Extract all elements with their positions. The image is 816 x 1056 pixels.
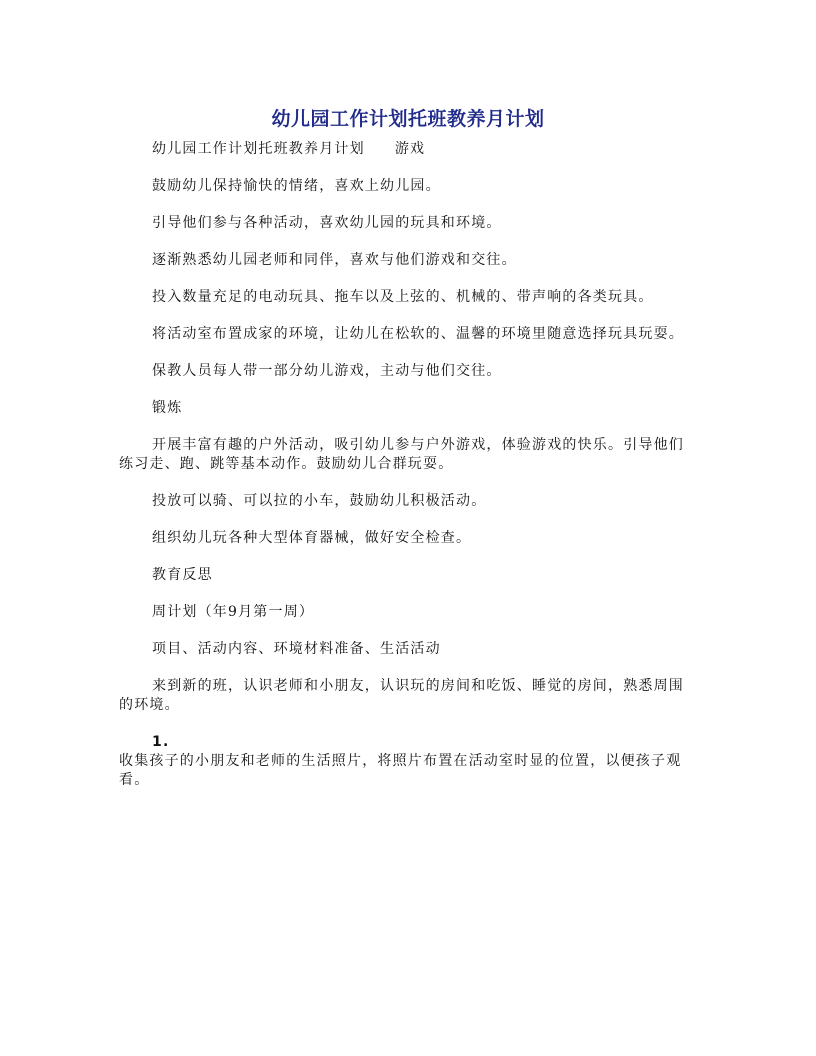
list-number: 1. [152,734,170,750]
paragraph: 鼓励幼儿保持愉快的情绪，喜欢上幼儿园。 [152,178,441,194]
paragraph: 逐渐熟悉幼儿园老师和同伴，喜欢与他们游戏和交往。 [152,252,517,268]
paragraph: 开展丰富有趣的户外活动，吸引幼儿参与户外游戏，体验游戏的快乐。引导他们练习走、跑、跳等基本动作。鼓励幼儿合群玩耍。 [119,437,684,472]
paragraph: 周计划（年9月第一周） [152,604,315,620]
section-heading-reflection: 教育反思 [152,567,213,583]
paragraph: 将活动室布置成家的环境，让幼儿在松软的、温馨的环境里随意选择玩具玩耍。 [152,326,684,342]
document-body [119,140,699,808]
section-game: 游戏 [394,141,426,157]
paragraph: 投放可以骑、可以拉的小车，鼓励幼儿积极活动。 [152,493,487,509]
paragraph-subtitle: 幼儿园工作计划托班教养月计划 [152,141,365,157]
paragraph: 收集孩子的小朋友和老师的生活照片，将照片布置在活动室时显的位置，以便孩子观看。 [119,753,682,788]
document-title: 幼儿园工作计划托班教养月计划 [271,108,545,130]
paragraph: 投入数量充足的电动玩具、拖车以及上弦的、机械的、带声响的各类玩具。 [152,289,654,305]
paragraph: 引导他们参与各种活动，喜欢幼儿园的玩具和环境。 [152,215,502,231]
paragraph: 来到新的班，认识老师和小朋友，认识玩的房间和吃饭、睡觉的房间，熟悉周围的环境。 [119,678,684,713]
paragraph: 保教人员每人带一部分幼儿游戏，主动与他们交往。 [152,363,502,379]
paragraph: 组织幼儿玩各种大型体育器械，做好安全检查。 [152,530,472,546]
section-heading-exercise: 锻炼 [152,400,183,416]
paragraph-heading-line [119,140,699,159]
paragraph: 项目、活动内容、环境材料准备、生活活动 [152,641,441,657]
